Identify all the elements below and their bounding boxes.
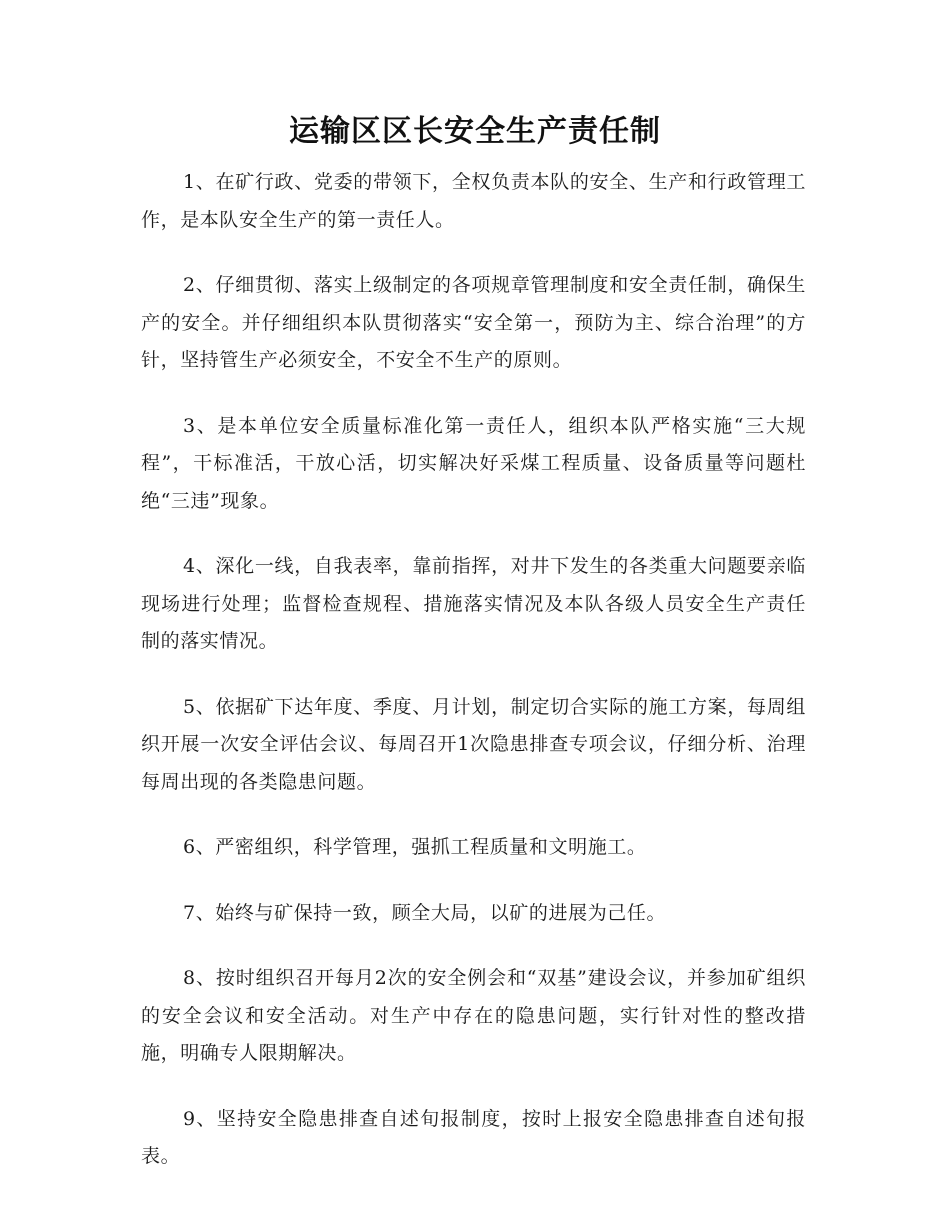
paragraph-3: 3、是本单位安全质量标准化第一责任人，组织本队严格实施“三大规程”，干标准活，干放心活，切实解决好采煤工程质量、设备质量等问题杜绝“三违”现象。 — [141, 414, 806, 512]
paragraph-2: 2、仔细贯彻、落实上级制定的各项规章管理制度和安全责任制，确保生产的安全。并仔细组织本队贯彻落实“安全第一，预防为主、综合治理”的方针，坚持管生产必须安全，不安全不生产的原则。 — [141, 274, 806, 371]
paragraph-8: 8、按时组织召开每月2次的安全例会和“双基”建设会议，并参加矿组织的安全会议和安全活动。对生产中存在的隐患问题，实行针对性的整改措施，明确专人限期解决。 — [141, 967, 806, 1064]
paragraph-4: 4、深化一线，自我表率，靠前指挥，对井下发生的各类重大问题要亲临现场进行处理；监督检查规程、措施落实情况及本队各级人员安全生产责任制的落实情况。 — [141, 555, 806, 652]
document-title: 运输区区长安全生产责任制 — [289, 114, 661, 149]
paragraph-7: 7、始终与矿保持一致，顾全大局，以矿的进展为己任。 — [183, 901, 667, 924]
paragraph-5: 5、依据矿下达年度、季度、月计划，制定切合实际的施工方案，每周组织开展一次安全评估会议、每周召开1次隐患排查专项会议，仔细分析、治理每周出现的各类隐患问题。 — [141, 695, 806, 793]
document-body — [141, 164, 806, 1204]
paragraph-1: 1、在矿行政、党委的带领下，全权负责本队的安全、生产和行政管理工作，是本队安全生产的第一责任人。 — [141, 171, 806, 231]
paragraph-9: 9、坚持安全隐患排查自述旬报制度，按时上报安全隐患排查自述旬报表。 — [141, 1107, 806, 1167]
paragraph-6: 6、严密组织，科学管理，强抓工程质量和文明施工。 — [183, 836, 647, 858]
